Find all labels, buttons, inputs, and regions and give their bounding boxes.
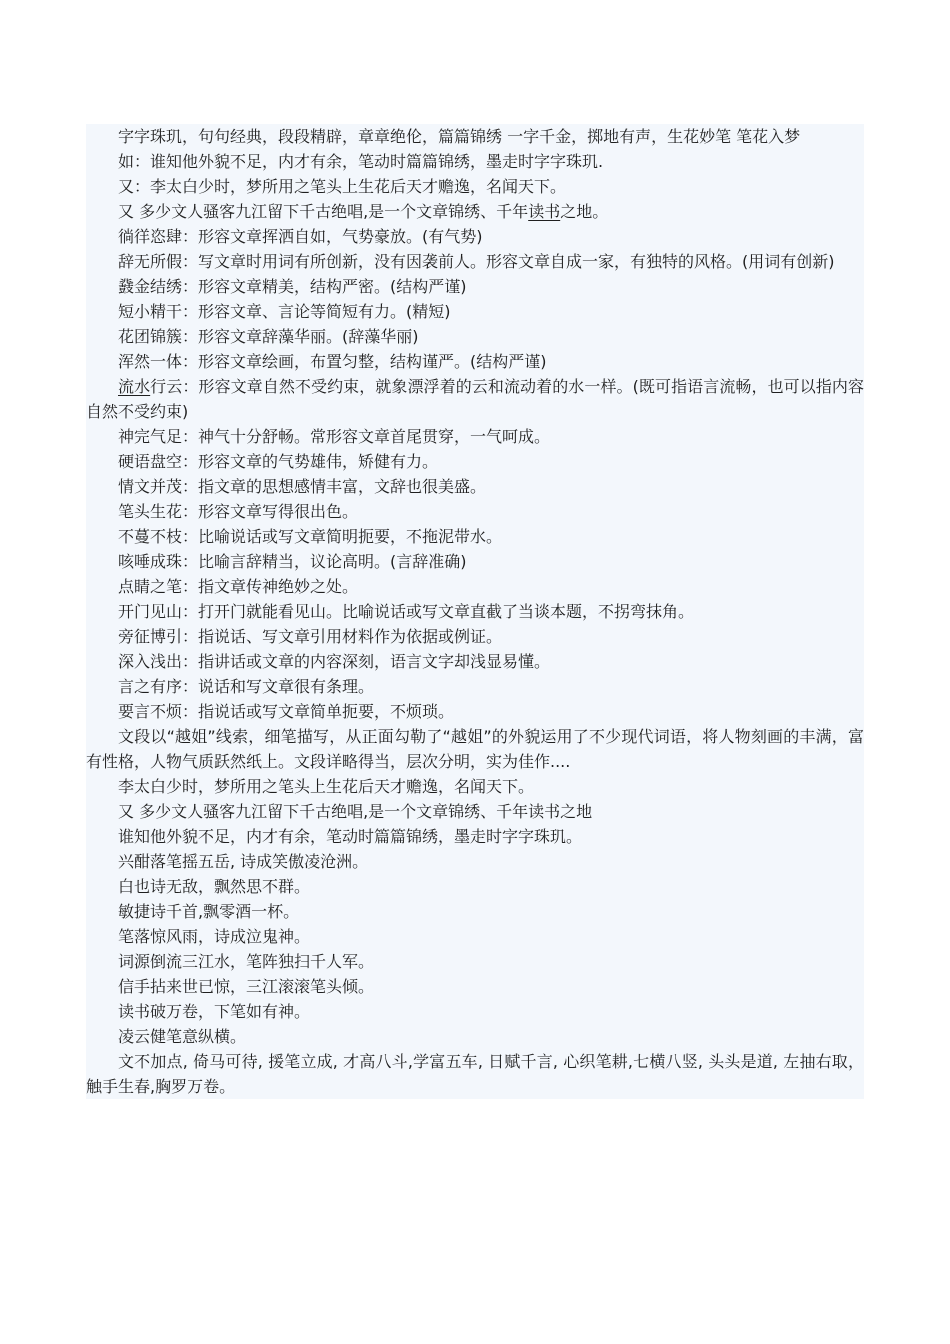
paragraph: 深入浅出：指讲话或文章的内容深刻，语言文字却浅显易懂。 xyxy=(118,652,551,671)
paragraph-segment: 之地。 xyxy=(560,202,609,221)
paragraph xyxy=(86,199,864,224)
paragraph-segment: 又 多少文人骚客九江留下千古绝唱,是一个文章锦绣、千年 xyxy=(118,202,529,221)
paragraph: 鼗金结绣：形容文章精美，结构严密。(结构严谨) xyxy=(118,277,467,296)
paragraph: 要言不烦：指说话或写文章简单扼要，不烦琐。 xyxy=(118,702,455,721)
paragraph: 开门见山：打开门就能看见山。比喻说话或写文章直截了当谈本题，不拐弯抹角。 xyxy=(118,602,695,621)
paragraph: 情文并茂：指文章的思想感情丰富，文辞也很美盛。 xyxy=(118,477,487,496)
paragraph: 硬语盘空：形容文章的气势雄伟，矫健有力。 xyxy=(118,452,439,471)
paragraph: 花团锦簇：形容文章辞藻华丽。(辞藻华丽) xyxy=(118,327,419,346)
paragraph: 文不加点, 倚马可待, 援笔立成, 才高八斗,学富五车, 日赋千言, 心织笔耕,七横八竖, 头头是道, 左抽右取，触手生春,胸罗万卷。 xyxy=(86,1052,864,1096)
paragraph: 又：李太白少时，梦所用之笔头上生花后天才赡逸，名闻天下。 xyxy=(118,177,567,196)
paragraph: 信手拈来世已惊，三江滚滚笔头倾。 xyxy=(118,977,375,996)
paragraph: 词源倒流三江水，笔阵独扫千人军。 xyxy=(118,952,375,971)
paragraph: 兴酣落笔摇五岳, 诗成笑傲凌沧洲。 xyxy=(118,852,369,871)
paragraph: 文段以“越姐”线索，细笔描写，从正面勾勒了“越姐”的外貌运用了不少现代词语，将人物刻画的丰满，富有性格，人物气质跃然纸上。文段详略得当，层次分明，实为佳作.... xyxy=(86,727,864,771)
paragraph: 谁知他外貌不足，内才有余，笔动时篇篇锦绣，墨走时字字珠玑。 xyxy=(118,827,583,846)
paragraph: 字字珠玑，句句经典，段段精辟，章章绝伦，篇篇锦绣 一字千金，掷地有声，生花妙笔 笔花入梦 xyxy=(118,127,801,146)
paragraph: 白也诗无敌，飘然思不群。 xyxy=(118,877,311,896)
paragraph: 读书破万卷，下笔如有神。 xyxy=(118,1002,311,1021)
paragraph: 旁征博引：指说话、写文章引用材料作为依据或例证。 xyxy=(118,627,503,646)
paragraph: 浑然一体：形容文章绘画，布置匀整，结构谨严。(结构严谨) xyxy=(118,352,547,371)
paragraph: 李太白少时，梦所用之笔头上生花后天才赡逸，名闻天下。 xyxy=(118,777,535,796)
paragraph: 神完气足：神气十分舒畅。常形容文章首尾贯穿，一气呵成。 xyxy=(118,427,551,446)
paragraph xyxy=(86,374,864,424)
paragraph-segment: 行云：形容文章自然不受约束，就象漂浮着的云和流动着的水一样。(既可指语言流畅，也可以指内容自然不受约束) xyxy=(86,377,864,421)
paragraph: 不蔓不枝：比喻说话或写文章简明扼要，不拖泥带水。 xyxy=(118,527,503,546)
paragraph: 又 多少文人骚客九江留下千古绝唱,是一个文章锦绣、千年读书之地 xyxy=(118,802,593,821)
paragraph: 笔落惊风雨，诗成泣鬼神。 xyxy=(118,927,311,946)
underlined-phrase: 流水 xyxy=(118,377,151,396)
paragraph: 点睛之笔：指文章传神绝妙之处。 xyxy=(118,577,359,596)
paragraph: 短小精干：形容文章、言论等简短有力。(精短) xyxy=(118,302,451,321)
paragraph: 徜徉恣肆：形容文章挥洒自如，气势豪放。(有气势) xyxy=(118,227,483,246)
paragraph: 敏捷诗千首,飘零酒一杯。 xyxy=(118,902,300,921)
paragraph: 咳唾成珠：比喻言辞精当，议论高明。(言辞准确) xyxy=(118,552,467,571)
document-text-block xyxy=(86,124,864,1099)
paragraph: 言之有序：说话和写文章很有条理。 xyxy=(118,677,375,696)
paragraph: 如：谁知他外貌不足，内才有余，笔动时篇篇锦绣，墨走时字字珠玑. xyxy=(118,152,604,171)
paragraph: 凌云健笔意纵横。 xyxy=(118,1027,247,1046)
paragraph: 辞无所假：写文章时用词有所创新，没有因袭前人。形容文章自成一家，有独特的风格。(用词有创新) xyxy=(118,252,835,271)
paragraph: 笔头生花：形容文章写得很出色。 xyxy=(118,502,359,521)
underlined-phrase: 读书 xyxy=(528,202,561,221)
